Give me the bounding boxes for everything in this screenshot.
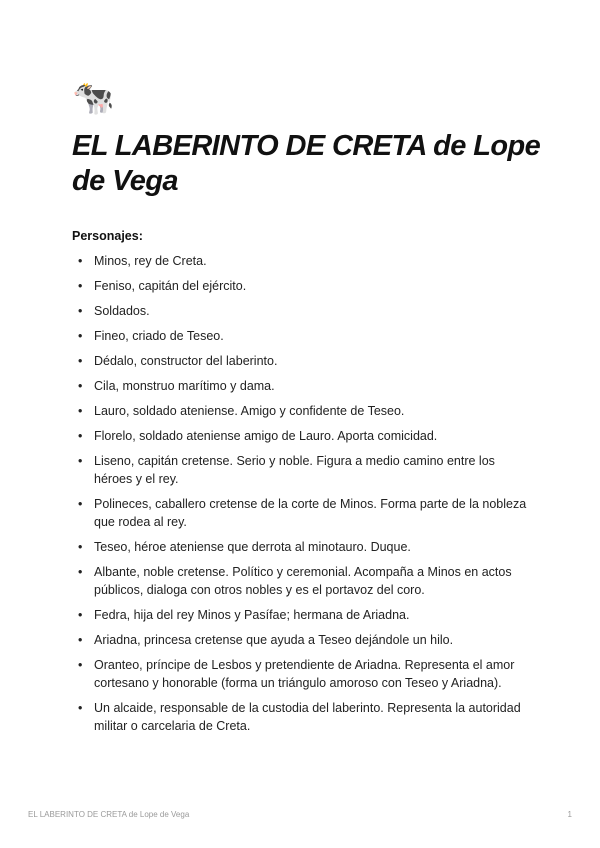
- bullet-icon: •: [78, 254, 83, 268]
- character-text: Soldados.: [94, 304, 150, 318]
- list-item: [72, 327, 532, 345]
- character-text: Feniso, capitán del ejército.: [94, 279, 247, 293]
- list-item: [72, 402, 532, 420]
- bullet-icon: •: [78, 304, 83, 318]
- bullet-icon: •: [78, 565, 83, 579]
- character-text: Dédalo, constructor del laberinto.: [94, 354, 278, 368]
- page-number: 1: [567, 810, 572, 819]
- list-item: [72, 452, 532, 488]
- list-item: [72, 538, 532, 556]
- list-item: [72, 631, 532, 649]
- cow-icon: 🐄: [72, 78, 115, 118]
- character-text: Cila, monstruo marítimo y dama.: [94, 379, 275, 393]
- bullet-icon: •: [78, 429, 83, 443]
- list-item: [72, 352, 532, 370]
- bullet-icon: •: [78, 497, 83, 511]
- character-text: Liseno, capitán cretense. Serio y noble. Figura a medio camino entre los héroes y el rey.: [94, 454, 495, 486]
- bullet-icon: •: [78, 608, 83, 622]
- character-text: Minos, rey de Creta.: [94, 254, 207, 268]
- character-text: Teseo, héroe ateniense que derrota al minotauro. Duque.: [94, 540, 411, 554]
- character-text: Albante, noble cretense. Político y ceremonial. Acompaña a Minos en actos públicos, dialoga con otros nobles y es el portavoz del coro.: [94, 565, 512, 597]
- list-item: [72, 302, 532, 320]
- list-item: [72, 656, 532, 692]
- list-item: [72, 606, 532, 624]
- character-text: Ariadna, princesa cretense que ayuda a Teseo dejándole un hilo.: [94, 633, 454, 647]
- bullet-icon: •: [78, 279, 83, 293]
- list-item: [72, 277, 532, 295]
- list-item: [72, 377, 532, 395]
- character-text: Fedra, hija del rey Minos y Pasífae; hermana de Ariadna.: [94, 608, 410, 622]
- list-item: [72, 252, 532, 270]
- character-text: Oranteo, príncipe de Lesbos y pretendiente de Ariadna. Representa el amor cortesano y honorable (forma un triángulo amoroso con Teseo y Ariadna).: [94, 658, 515, 690]
- character-text: Lauro, soldado ateniense. Amigo y confidente de Teseo.: [94, 404, 405, 418]
- bullet-icon: •: [78, 633, 83, 647]
- character-text: Fineo, criado de Teseo.: [94, 329, 224, 343]
- character-text: Florelo, soldado ateniense amigo de Lauro. Aporta comicidad.: [94, 429, 438, 443]
- character-text: Polineces, caballero cretense de la corte de Minos. Forma parte de la nobleza que rodea al rey.: [94, 497, 527, 529]
- bullet-icon: •: [78, 454, 83, 468]
- list-item: [72, 699, 532, 735]
- list-item: [72, 427, 532, 445]
- bullet-icon: •: [78, 379, 83, 393]
- bullet-icon: •: [78, 701, 83, 715]
- page-title: EL LABERINTO DE CRETA de Lope de Vega: [72, 130, 541, 197]
- list-item: [72, 563, 532, 599]
- list-item: [72, 495, 532, 531]
- bullet-icon: •: [78, 540, 83, 554]
- bullet-icon: •: [78, 658, 83, 672]
- footer-title: EL LABERINTO DE CRETA de Lope de Vega: [28, 810, 190, 819]
- bullet-icon: •: [78, 329, 83, 343]
- bullet-icon: •: [78, 404, 83, 418]
- characters-heading: Personajes:: [72, 229, 143, 243]
- bullet-icon: •: [78, 354, 83, 368]
- characters-list: [72, 252, 532, 742]
- character-text: Un alcaide, responsable de la custodia del laberinto. Representa la autoridad militar o carcelaria de Creta.: [94, 701, 521, 733]
